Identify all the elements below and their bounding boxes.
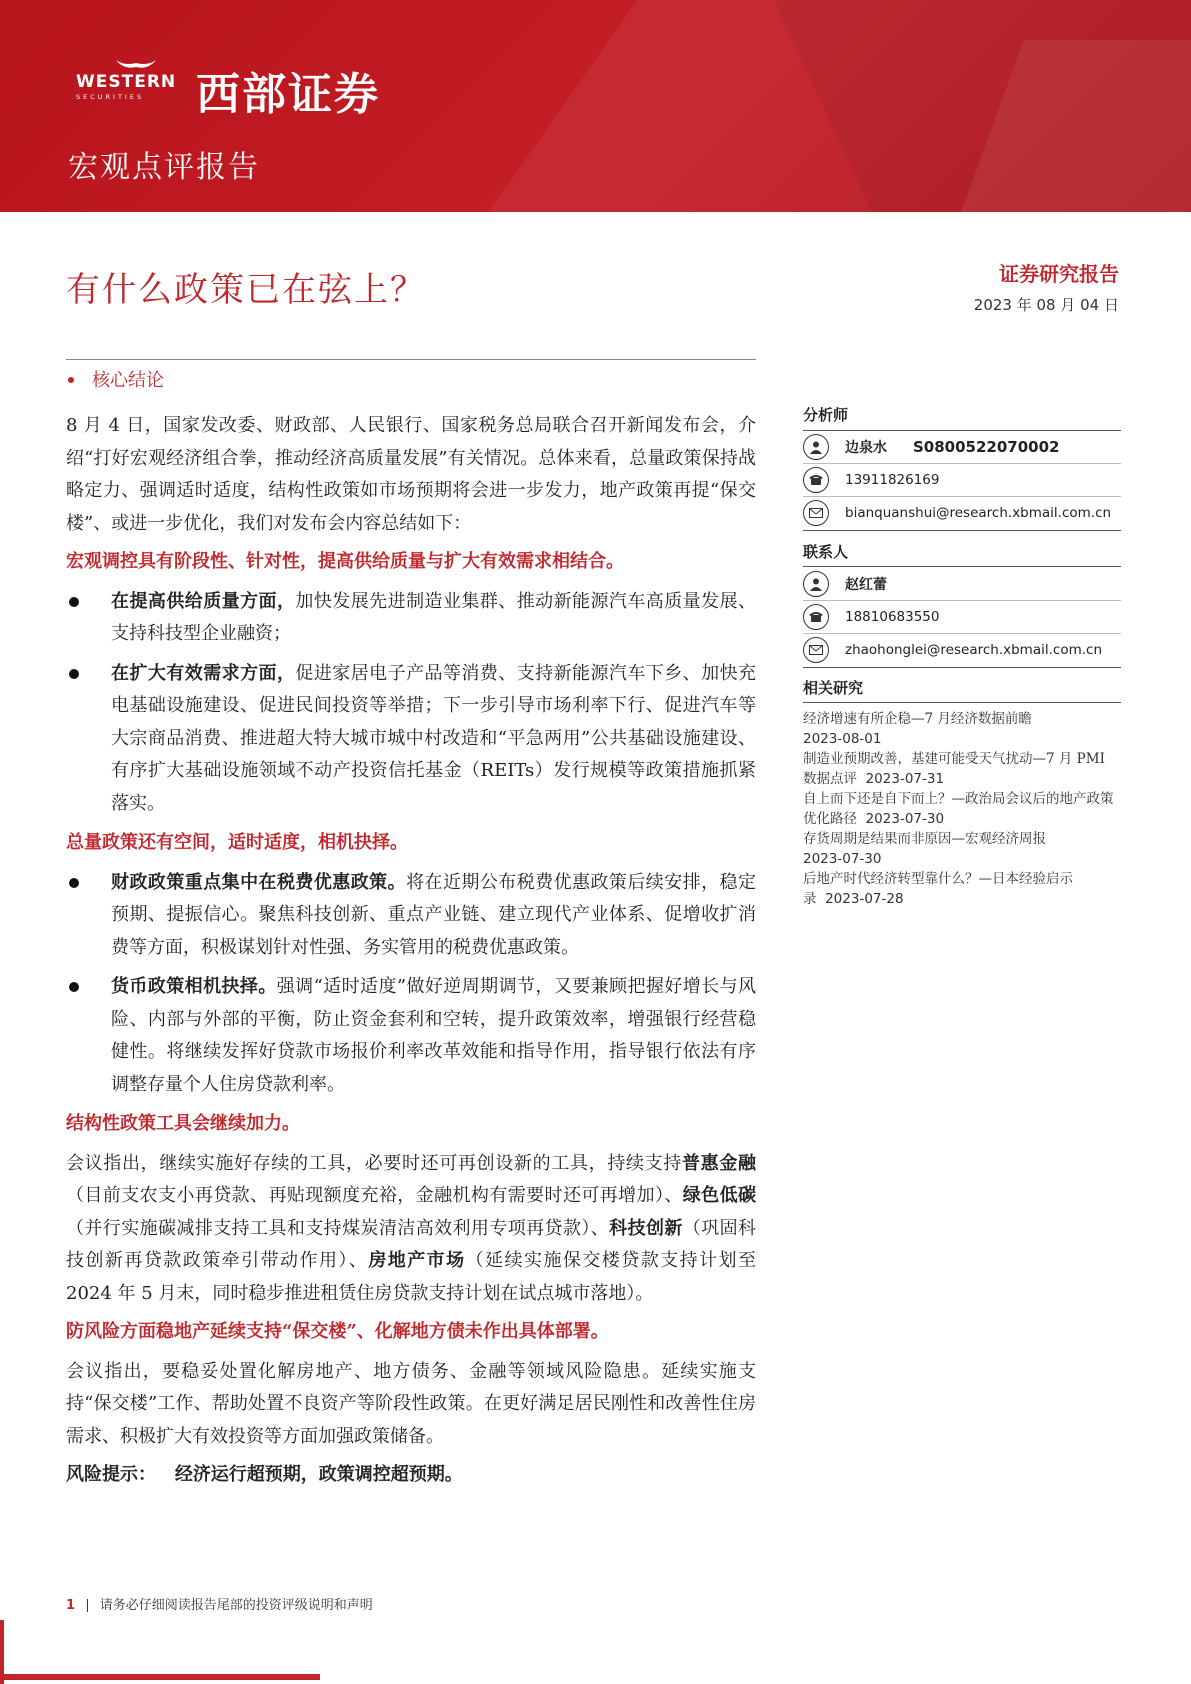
divider (66, 359, 756, 360)
email-icon (803, 500, 829, 526)
section-heading: 总量政策还有空间，适时适度，相机抉择。 (66, 832, 408, 853)
list-item: 在提高供给质量方面，加快发展先进制造业集群、推动新能源汽车高质量发展、支持科技型企业融资； (66, 586, 756, 651)
main-content (66, 410, 756, 1492)
related-research-list (803, 709, 1121, 909)
page-title: 有什么政策已在弦上？ (66, 270, 426, 310)
section-heading: 结构性政策工具会继续加力。 (66, 1113, 300, 1134)
list-item[interactable]: 经济增速有所企稳—7 月经济数据前瞻 2023-08-01 (803, 711, 1032, 747)
page-number: 1 (66, 1598, 76, 1613)
analyst-email-row: bianquanshui@research.xbmail.com.cn (803, 500, 1111, 526)
person-icon (803, 571, 829, 597)
doc-type: 证券研究报告 (999, 262, 1119, 286)
list-item[interactable]: 存货周期是结果而非原因—宏观经济周报 2023-07-30 (803, 831, 1046, 867)
email-icon (803, 637, 829, 663)
report-type: 宏观点评报告 (68, 150, 260, 185)
logo-english: WESTERN SECURITIES (76, 72, 177, 101)
bull-horns-icon (114, 58, 158, 72)
list-item[interactable]: 后地产时代经济转型靠什么？—日本经验启示录 2023-07-28 (803, 871, 1073, 907)
list-item: 货币政策相机抉择。强调“适时适度”做好逆周期调节，又要兼顾把握好增长与风险、内部与外部的平衡，防止资金套利和空转，提升政策效率，增强银行经营稳健性。将继续发挥好贷款市场报价利率改革效能和指导作用，指导银行依法有序调整存量个人住房贷款利率。 (66, 971, 756, 1101)
section-heading: 防风险方面稳地产延续支持“保交楼”、化解地方债未作出具体部署。 (66, 1321, 609, 1342)
list-item: 在扩大有效需求方面，促进家居电子产品等消费、支持新能源汽车下乡、加快充电基础设施建设、促进民间投资等举措；下一步引导市场利率下行、促进汽车等大宗商品消费、推进超大特大城市城中村改造和“平急两用”公共基础设施建设、有序扩大基础设施领域不动产投资信托基金（REITs）发行规模等政策措施抓紧落实。 (66, 658, 756, 821)
corner-accent (0, 1674, 320, 1680)
related-heading: 相关研究 (803, 679, 864, 697)
analyst-name-row: 边泉水 S0800522070002 (803, 434, 1059, 460)
bullet-dot-icon (68, 377, 74, 383)
core-heading: 核心结论 (66, 366, 164, 392)
risk-paragraph: 会议指出，要稳妥处置化解房地产、地方债务、金融等领域风险隐患。延续实施支持“保交楼”工作、帮助处置不良资产等阶段性政策。在更好满足居民刚性和改善性住房需求、积极扩大有效投资等方面加强政策储备。 (66, 1360, 756, 1447)
footer: 1 | 请务必仔细阅读报告尾部的投资评级说明和声明 (66, 1598, 373, 1613)
person-icon (803, 434, 829, 460)
list-item: 财政政策重点集中在税费优惠政策。将在近期公布税费优惠政策后续安排，稳定预期、提振信心。聚焦科技创新、重点产业链、建立现代产业体系、促增收扩消费等方面，积极谋划针对性强、务实管用的税费优惠政策。 (66, 867, 756, 965)
risk-note: 风险提示： 经济运行超预期，政策调控超预期。 (66, 1464, 463, 1485)
contact-email-row: zhaohonglei@research.xbmail.com.cn (803, 637, 1102, 663)
contact-name-row: 赵红蕾 (803, 571, 887, 597)
core-intro: 8 月 4 日，国家发改委、财政部、人民银行、国家税务总局联合召开新闻发布会，介绍“打好宏观经济组合拳，推动经济高质量发展”有关情况。总体来看，总量政策保持战略定力、强调适时适度，结构性政策如市场预期将会进一步发力，地产政策再提“保交楼”、或进一步优化，我们对发布会内容总结如下： (66, 415, 756, 534)
report-date: 2023 年 08 月 04 日 (973, 296, 1119, 314)
list-item[interactable]: 自上而下还是自下而上？—政治局会议后的地产政策优化路径 2023-07-30 (803, 791, 1114, 827)
analyst-phone-row: 13911826169 (803, 467, 939, 493)
list-item[interactable]: 制造业预期改善，基建可能受天气扰动—7 月 PMI 数据点评 2023-07-31 (803, 751, 1105, 787)
section-heading: 宏观调控具有阶段性、针对性，提高供给质量与扩大有效需求相结合。 (66, 551, 624, 572)
structural-paragraph: 会议指出，继续实施好存续的工具，必要时还可再创设新的工具，持续支持普惠金融（目前支农支小再贷款、再贴现额度充裕，金融机构有需要时还可再增加）、绿色低碳（并行实施碳减排支持工具和支持煤炭清洁高效利用专项再贷款）、科技创新（巩固科技创新再贷款政策牵引带动作用）、房地产市场（延续实施保交楼贷款支持计划至 2024 年 5 月末，同时稳步推进租赁住房贷款支持计划在试点城市落地）。 (66, 1152, 757, 1304)
contact-heading: 联系人 (803, 543, 849, 561)
contact-phone-row: 18810683550 (803, 604, 939, 630)
header-banner (0, 0, 1191, 212)
logo-chinese: 西部证券 (196, 69, 380, 120)
phone-icon (803, 604, 829, 630)
phone-icon (803, 467, 829, 493)
disclaimer-text: 请务必仔细阅读报告尾部的投资评级说明和声明 (99, 1598, 373, 1613)
analyst-heading: 分析师 (803, 406, 849, 424)
